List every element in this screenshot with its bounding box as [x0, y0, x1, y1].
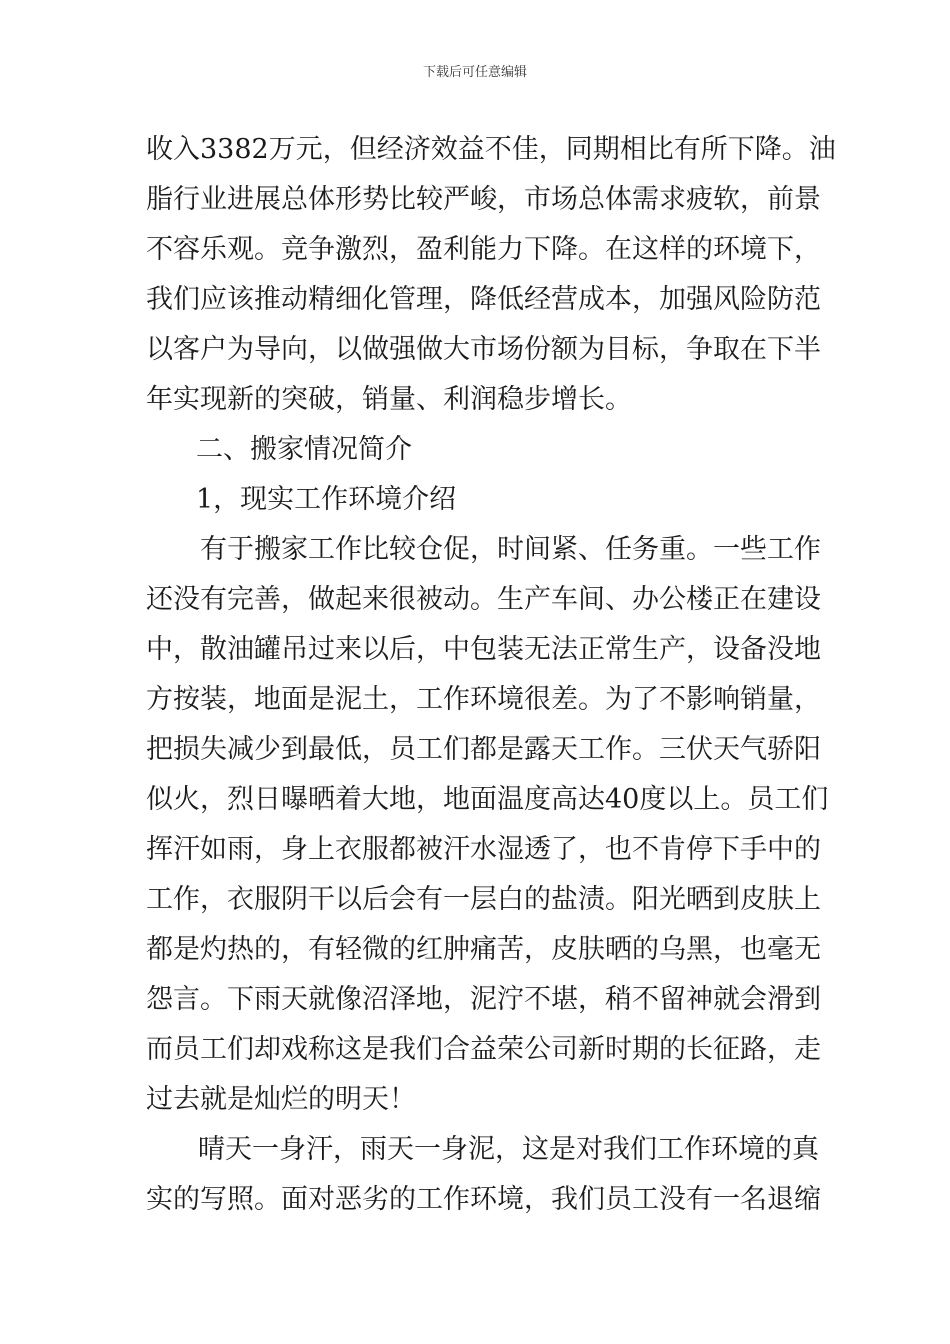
- paragraph-line: 还没有完善，做起来很被动。生产车间、办公楼正在建设: [146, 584, 821, 615]
- paragraph-line: 而员工们却戏称这是我们合益荣公司新时期的长征路，走: [146, 1034, 821, 1065]
- paragraph-line: 过去就是灿烂的明天！: [146, 1084, 416, 1115]
- paragraph-line: 挥汗如雨，身上衣服都被汗水湿透了，也不肯停下手中的: [146, 834, 821, 865]
- section-heading: 二、搬家情况简介: [196, 434, 412, 465]
- paragraph-line: 我们应该推动精细化管理，降低经营成本，加强风险防范: [146, 284, 821, 315]
- paragraph-line: 似火，烈日曝晒着大地，地面温度高达40度以上。员工们: [146, 784, 829, 815]
- paragraph-line: 实的写照。面对恶劣的工作环境，我们员工没有一名退缩: [146, 1184, 821, 1215]
- paragraph-line: 年实现新的突破，销量、利润稳步增长。: [146, 384, 632, 415]
- paragraph-line: 把损失减少到最低，员工们都是露天工作。三伏天气骄阳: [146, 734, 821, 765]
- paragraph-line: 收入3382万元，但经济效益不佳，同期相比有所下降。油: [146, 134, 836, 165]
- subsection-heading: 1，现实工作环境介绍: [196, 484, 457, 515]
- paragraph-line: 方按装，地面是泥土，工作环境很差。为了不影响销量，: [146, 684, 821, 715]
- page-header: 下载后可任意编辑: [422, 65, 527, 80]
- paragraph-line: 不容乐观。竞争激烈，盈利能力下降。在这样的环境下，: [146, 234, 821, 265]
- paragraph-line: 有于搬家工作比较仓促，时间紧、任务重。一些工作: [200, 534, 821, 565]
- paragraph-line: 晴天一身汗，雨天一身泥，这是对我们工作环境的真: [198, 1134, 819, 1165]
- paragraph-line: 都是灼热的，有轻微的红肿痛苦，皮肤晒的乌黑，也毫无: [146, 934, 821, 965]
- paragraph-line: 怨言。下雨天就像沼泽地，泥泞不堪，稍不留神就会滑到: [146, 984, 821, 1015]
- paragraph-line: 以客户为导向，以做强做大市场份额为目标，争取在下半: [146, 334, 821, 365]
- paragraph-line: 脂行业进展总体形势比较严峻，市场总体需求疲软，前景: [146, 184, 821, 215]
- paragraph-line: 中，散油罐吊过来以后，中包装无法正常生产，设备没地: [146, 634, 821, 665]
- paragraph-line: 工作，衣服阴干以后会有一层白的盐渍。阳光晒到皮肤上: [146, 884, 821, 915]
